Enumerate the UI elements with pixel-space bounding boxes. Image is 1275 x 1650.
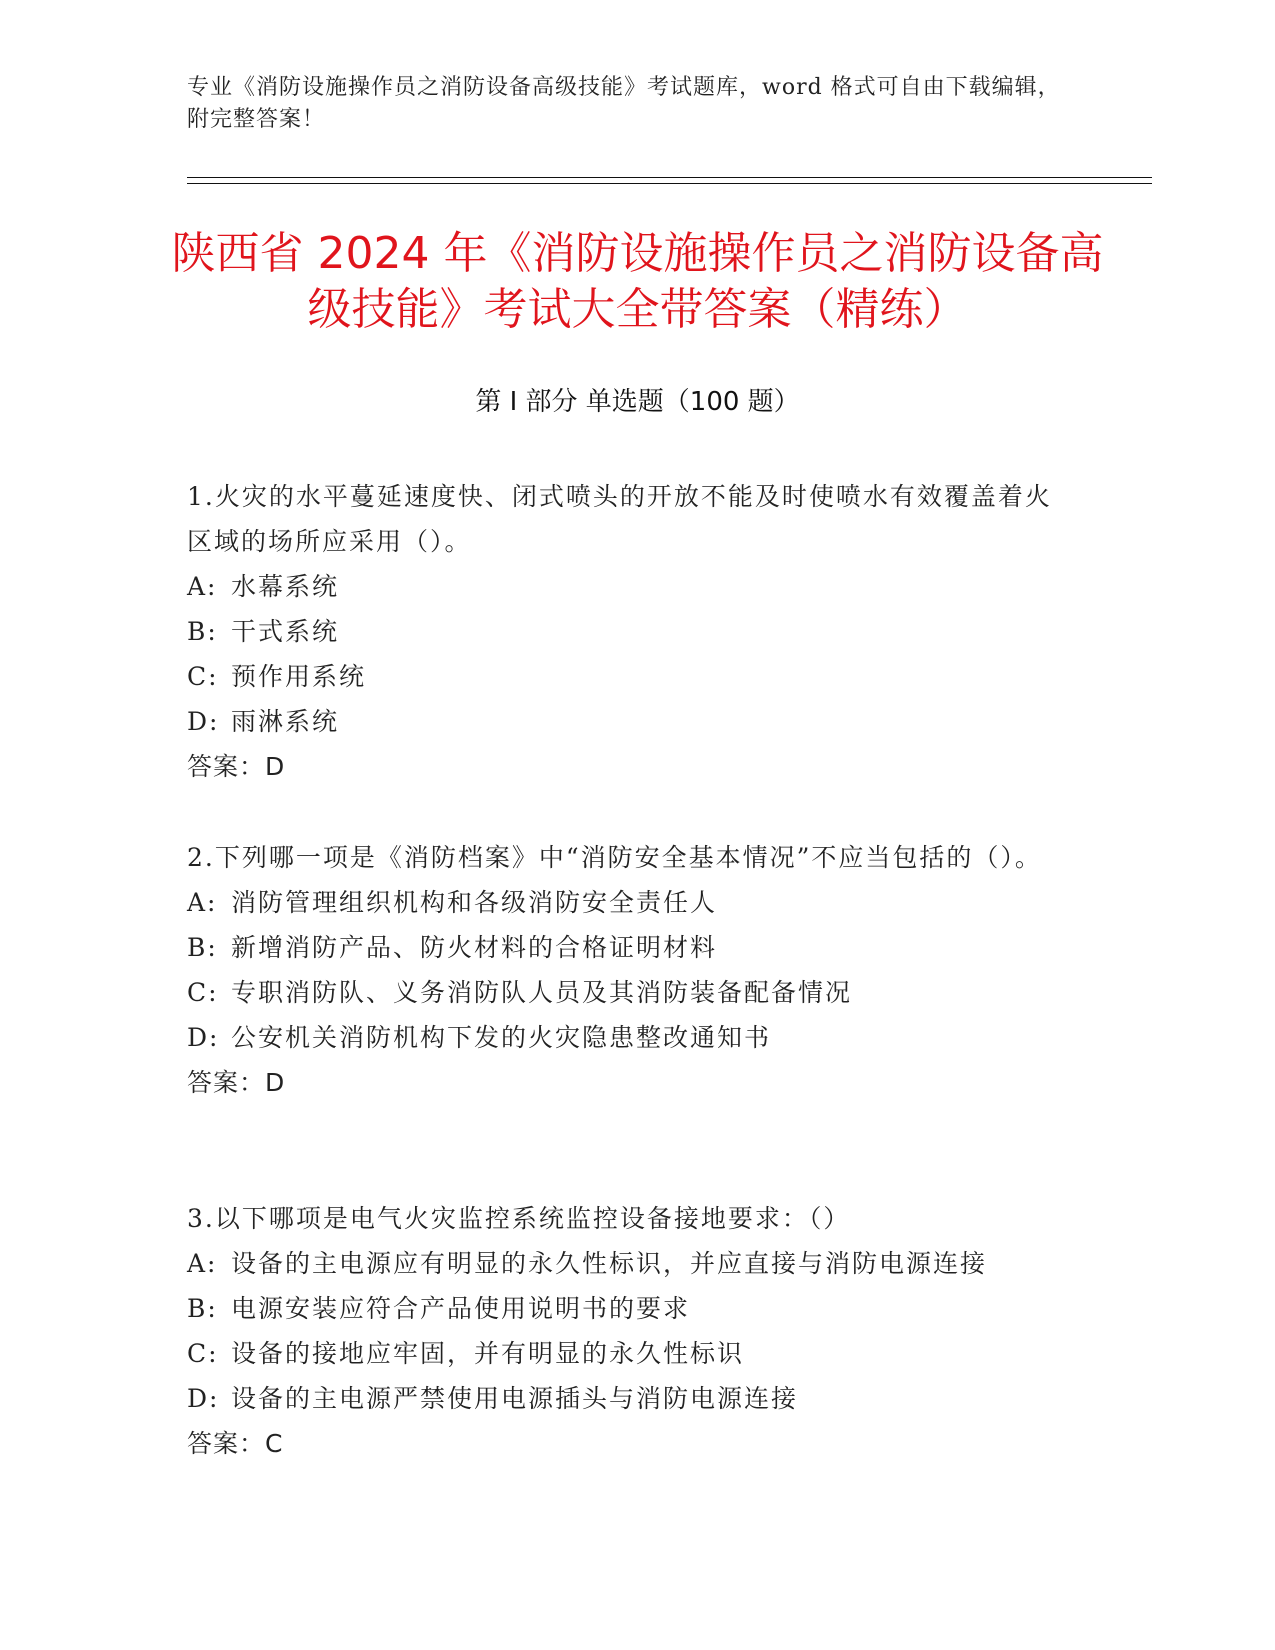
option-text: 雨淋系统 — [231, 707, 340, 736]
option-c — [187, 654, 1067, 699]
header-divider-bottom — [187, 183, 1152, 184]
option-key: D: — [187, 1023, 220, 1052]
option-d — [187, 1015, 1067, 1060]
option-key: B: — [187, 933, 218, 962]
option-a — [187, 564, 1067, 609]
option-b — [187, 925, 1067, 970]
option-key: A: — [187, 888, 218, 917]
option-key: D: — [187, 707, 220, 736]
question-2 — [187, 835, 1067, 1105]
question-1 — [187, 474, 1067, 789]
option-a — [187, 880, 1067, 925]
option-text: 消防管理组织机构和各级消防安全责任人 — [231, 888, 718, 917]
option-b — [187, 1286, 1067, 1331]
answer: 答案：D — [187, 752, 286, 781]
question-stem: 3.以下哪项是电气火灾监控系统监控设备接地要求：（） — [187, 1204, 851, 1233]
option-d — [187, 699, 1067, 744]
option-text: 设备的主电源严禁使用电源插头与消防电源连接 — [231, 1384, 799, 1413]
question-stem: 2.下列哪一项是《消防档案》中“消防安全基本情况”不应当包括的（）。 — [187, 843, 1042, 872]
question-3 — [187, 1196, 1067, 1466]
option-b — [187, 609, 1067, 654]
option-text: 设备的接地应牢固，并有明显的永久性标识 — [231, 1339, 745, 1368]
option-key: C: — [187, 978, 219, 1007]
option-key: A: — [187, 1249, 218, 1278]
answer: 答案：D — [187, 1068, 286, 1097]
header-divider-top — [187, 177, 1152, 178]
option-key: C: — [187, 1339, 219, 1368]
option-key: A: — [187, 572, 218, 601]
option-text: 公安机关消防机构下发的火灾隐患整改通知书 — [231, 1023, 772, 1052]
option-text: 新增消防产品、防火材料的合格证明材料 — [231, 933, 718, 962]
document-title: 陕西省 2024 年《消防设施操作员之消防设备高级技能》考试大全带答案（精练） — [171, 228, 1104, 335]
option-c — [187, 970, 1067, 1015]
option-key: D: — [187, 1384, 220, 1413]
option-key: B: — [187, 1294, 218, 1323]
option-key: B: — [187, 617, 218, 646]
option-text: 干式系统 — [231, 617, 340, 646]
option-d — [187, 1376, 1067, 1421]
header-note: 专业《消防设施操作员之消防设备高级技能》考试题库，word 格式可自由下载编辑，附完整答案！ — [187, 75, 1061, 132]
question-stem: 1.火灾的水平蔓延速度快、闭式喷头的开放不能及时使喷水有效覆盖着火区域的场所应采用（）。 — [187, 482, 1052, 556]
option-c — [187, 1331, 1067, 1376]
option-text: 预作用系统 — [231, 662, 367, 691]
option-text: 设备的主电源应有明显的永久性标识，并应直接与消防电源连接 — [231, 1249, 988, 1278]
option-text: 电源安装应符合产品使用说明书的要求 — [231, 1294, 691, 1323]
option-text: 专职消防队、义务消防队人员及其消防装备配备情况 — [231, 978, 853, 1007]
section-title: 第 I 部分 单选题（100 题） — [475, 387, 800, 417]
option-text: 水幕系统 — [231, 572, 340, 601]
option-a — [187, 1241, 1067, 1286]
option-key: C: — [187, 662, 219, 691]
answer: 答案：C — [187, 1429, 284, 1458]
